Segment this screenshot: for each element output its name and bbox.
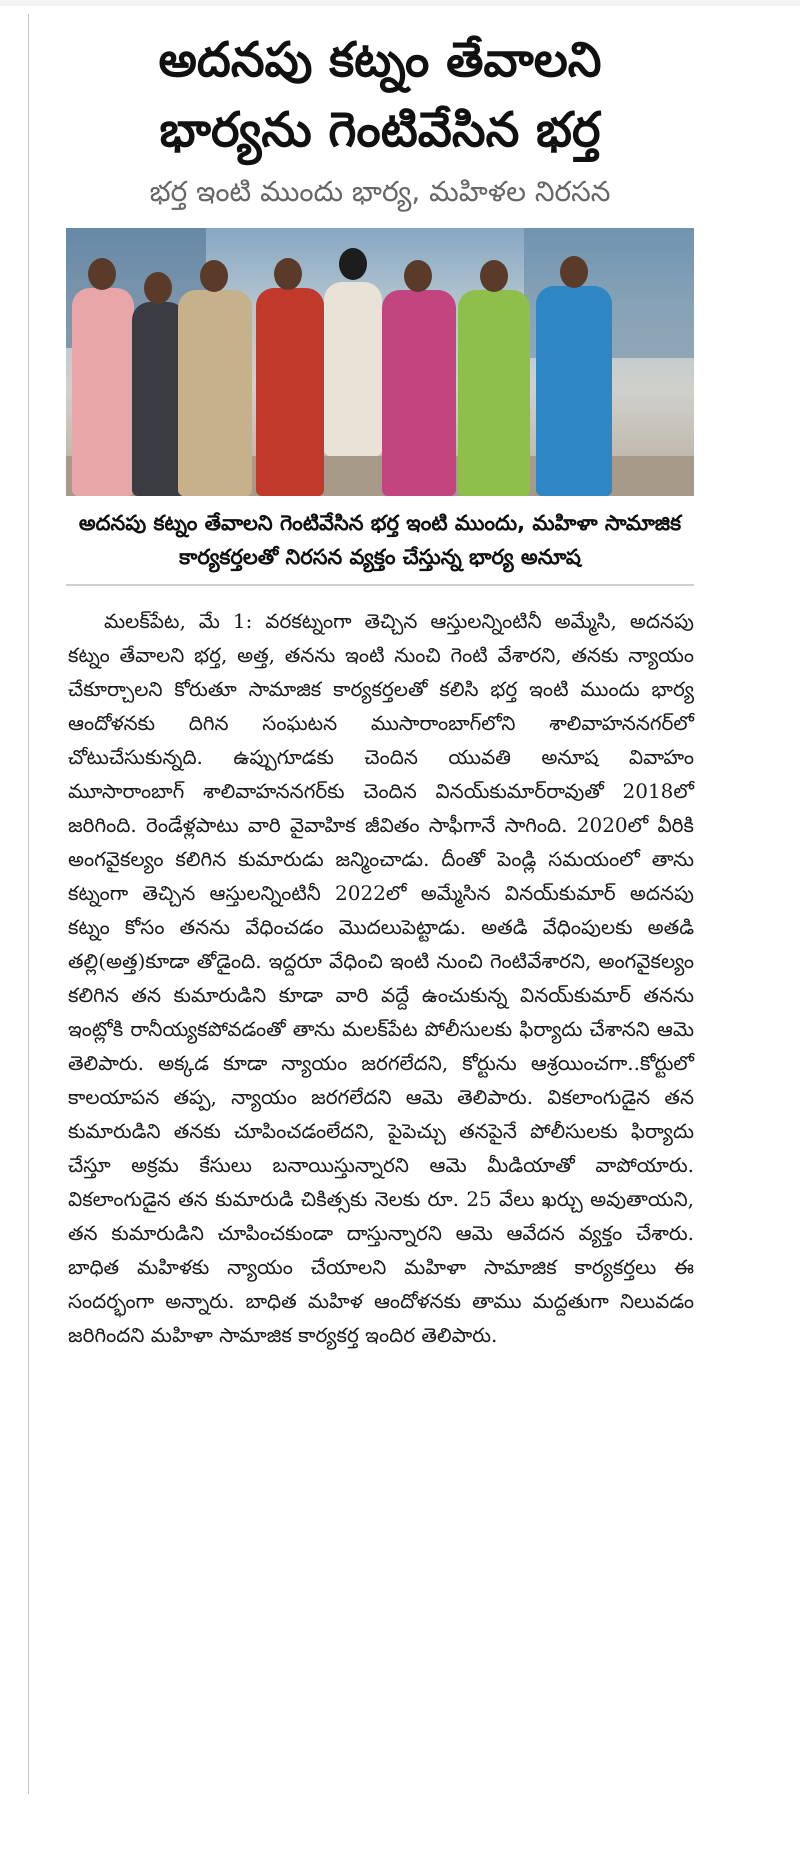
photo-head-6 [404,260,432,292]
photo-person-5 [324,282,382,456]
news-photo [66,228,694,496]
caption-rule [66,584,694,586]
photo-caption: అదనపు కట్నం తేవాలని గెంటివేసిన భర్త ఇంటి ముందు, మహిళా సామాజిక కార్యకర్తలతో నిరసన వ్యక్తం చేస్తున్న భార్య అనూష [78,511,682,569]
photo-head-2 [144,272,172,304]
headline-line-1: అదనపు కట్నం తేవాలని [158,32,602,88]
photo-person-4 [256,288,324,496]
photo-head-4 [274,258,302,290]
photo-head-3 [200,260,228,292]
photo-head-8 [560,256,588,288]
photo-head-5 [339,248,367,280]
headline-line-2: భార్యను గెంటివేసిన భర్త [159,102,601,158]
photo-person-1 [72,288,134,496]
photo-head-1 [88,258,116,290]
subheadline: భర్త ఇంటి ముందు భార్య, మహిళల నిరసన [149,175,611,208]
photo-person-8 [536,286,612,496]
page-top-strip [0,0,800,6]
article-body: మలక్‌పేట, మే 1: వరకట్నంగా తెచ్చిన ఆస్తులన్నింటినీ అమ్మేసి, అదనపు కట్నం తేవాలని భర్త, అత్త, తనను ఇంటి నుంచి గెంటి వేశారని, తనకు న్యాయం చేకూర్చాలని కోరుతూ సామాజిక కార్యకర్తలతో కలిసి భర్త ఇంటి ముందు భార్య ఆందోళనకు దిగిన సంఘటన ముసారాంబాగ్‌లోని శాలివాహననగర్‌లో చోటుచేసుకున్నది. ఉప్పుగూడకు చెందిన యువతి అనూష వివాహం మూసారాంబాగ్ శాలివాహననగర్‌కు చెందిన వినయ్‌కుమార్‌రావుతో 2018లో జరిగింది. రెండేళ్లపాటు వారి వైవాహిక జీవితం సాఫీగానే సాగింది. 2020లో వీరికి అంగవైకల్యం కలిగిన కుమారుడు జన్మించాడు. దీంతో పెండ్లి సమయంలో తాను కట్నంగా తెచ్చిన ఆస్తులన్నింటినీ 2022లో అమ్మేసిన వినయ్‌కుమార్ అదనపు కట్నం కోసం తనను వేధించడం మొదలుపెట్టాడు. అతడి వేధింపులకు అతడి తల్లి(అత్త)కూడా తోడైంది. ఇద్దరూ వేధించి ఇంటి నుంచి గెంటివేశారని, అంగవైకల్యం కలిగిన తన కుమారుడిని కూడా వారి వద్దే ఉంచుకున్న వినయ్‌కుమార్ తనను ఇంట్లోకి రానీయ్యకపోవడంతో తాను మలక్‌పేట పోలీసులకు ఫిర్యాదు చేశానని ఆమె తెలిపారు. అక్కడ కూడా న్యాయం జరగలేదని, కోర్టును ఆశ్రయించగా..కోర్టులో కాలయాపన తప్ప, న్యాయం జరగలేదని ఆమె తెలిపారు. వికలాంగుడైన తన కుమారుడిని తనకు చూపించడంలేదని, పైపెచ్చు తనపైనే పోలీసులకు ఫిర్యాదు చేస్తూ అక్రమ కేసులు బనాయిస్తున్నారని ఆమె మీడియాతో వాపోయారు. వికలాంగుడైన తన కుమారుడి చికిత్సకు నెలకు రూ. 25 వేలు ఖర్చు అవుతాయని, తన కుమారుడిని చూపించకుండా దాస్తున్నారని ఆమె ఆవేదన వ్యక్తం చేశారు. బాధిత మహిళకు న్యాయం చేయాలని మహిళా సామాజిక కార్యకర్తలు ఈ సందర్భంగా అన్నారు. బాధిత మహిళ ఆందోళనకు తాము మద్దతుగా నిలువడం జరిగిందని మహిళా సామాజిక కార్యకర్త ఇందిర తెలిపారు. [68,609,694,1347]
photo-person-7 [458,290,530,496]
column-rule [28,14,29,1794]
photo-person-6 [382,290,456,496]
photo-head-7 [480,260,508,292]
photo-person-3 [178,290,252,496]
